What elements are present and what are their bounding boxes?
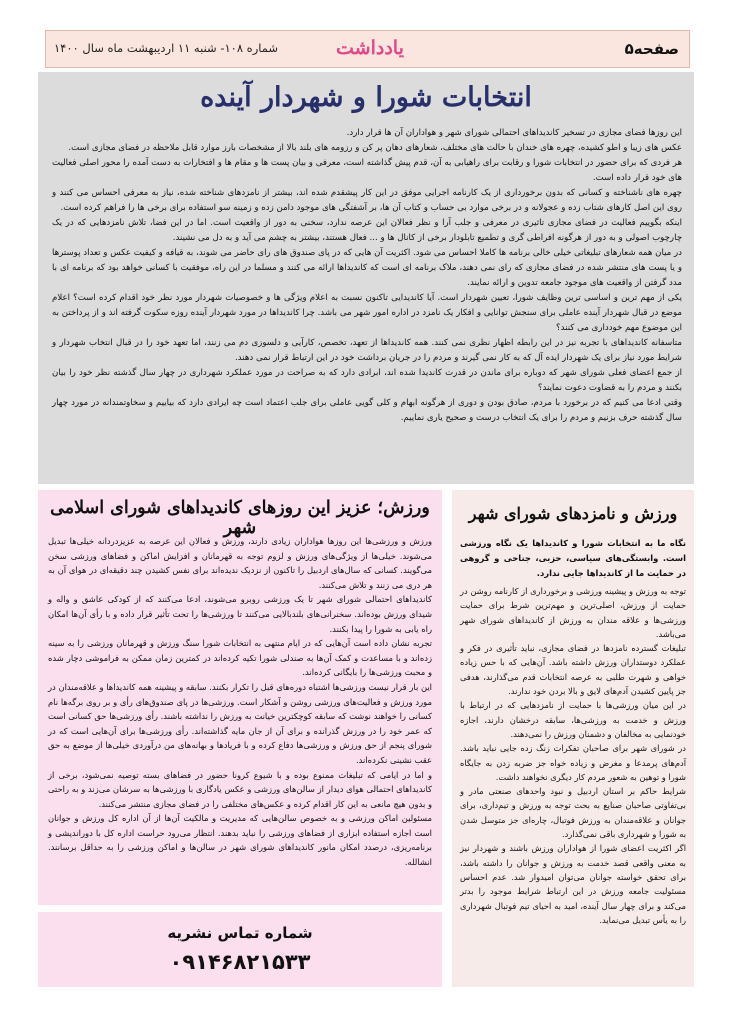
sports-council-body <box>460 584 686 927</box>
main-article <box>38 72 694 484</box>
main-article-paragraph: یکی از مهم ترین و اساسی ترین وظایف شورا، تعیین شهردار است. آیا کاندیدایی تاکنون نسبت به اعلام ویژگی ها و خصوصیات شهردار مورد نظر خود اقدام کرده است؟ اعلام موضع در قبال شهردار آینده عاملی برای سنجش توانایی و افکار یک نامزد در اداره امور شهر می باشد. چرا کاندیداها در مورد شهردار آینده روزه سکوت گرفته اند و از پرداختن به این موضوع مهم خودداری می کنند؟ <box>52 293 682 333</box>
main-article-paragraph: متاسفانه کاندیداهای با تجربه نیز در این رابطه اظهار نظری نمی کنند. همه کاندیداها از تعهد، تخصص، کارآیی و دلسوزی دم می زنند، اما تعهد خود را در قبال انتخاب شهردار و شرایط مورد نیاز برای یک شهردار ایده آل که به کار نمی گیرند و مردم را در جریان برداشت خود در این ارتباط قرار نمی دهند. <box>52 338 682 363</box>
sports-candidates-body <box>48 534 432 870</box>
main-article-paragraph: چهره های ناشناخته و کسانی که بدون برخورداری از یک کارنامه اجرایی موفق در این کار پیشقدم شده اند، بیشتر از نامزدهای شناخته شده، نیاز به معرفی احساس می کنند و روی این اصل کارهای شتاب زده و عجولانه و در برخی موارد بی حساب و کتاب آن ها، بر آشفتگی های موجود دامن زده و زمینه سو استفاده برای برخی ها را فراهم کرده است. <box>52 188 682 213</box>
sports-candidates-paragraph: تجربه نشان داده است آن‌هایی که در ایام منتهی به انتخابات شورا سنگ ورزش و قهرمانان ورزشی را به سینه زده‌اند و با مساعدت و کمک آن‌ها به صندلی شورا تکیه کرده‌اند در کمترین زمان ممکن به فراموشی دچار شده و محبت ورزشی‌ها را بایگانی کرده‌اند. <box>48 638 432 678</box>
sports-council-article <box>452 490 694 987</box>
main-article-paragraph: در میان همه شعارهای تبلیغاتی خیلی خالی برنامه ها کاملا احساس می شود. اکثریت آن هایی که در پای صندوق های رای حاضر می شوند، به قیافه و کیفیت عکس و تعداد پوسترها و یا پست های منتشر شده در فضای مجازی که رای نمی دهند، ملاک برنامه ای است که کاندیداها ارائه می کنند و مسلما در این راه، موفقیت با کسانی خواهد بود که برنامه ای با مدد گرفتن از واقعیت های موجود جامعه تدوین و ارائه نمایند. <box>52 248 682 288</box>
sports-council-paragraph: در شورای شهر برای صاحبان تفکرات زنگ زده جایی نباید باشد. آدم‌های پرمدعا و مغرض و زیاده خواه جز ضربه زدن به جایگاه شورا و توهین به شعور مردم کار دیگری نخواهند داشت. <box>460 743 686 782</box>
main-article-paragraph: وقتی ادعا می کنیم که در برخورد با مردم، صادق بودن و دوری از هرگونه ابهام و کلی گویی عاملی برای جلب اعتماد است چه ایرادی دارد که بیاییم و سخاوتمندانه در مورد چهار سال گذشته حرف بزنیم و مردم را برای یک انتخاب درست و صحیح یاری نماییم. <box>52 398 682 423</box>
sports-council-paragraph: تبلیغات گسترده نامزدها در فضای مجازی، نباید تأثیری در فکر و عملکرد دوستداران ورزش داشته باشد. آن‌هایی که با حس زیاده خواهی و شهرت طلبی به عرصه انتخابات قدم می‌گذارند، هدفی جز پایین کشیدن آدم‌های لایق و بالا بردن خود ندارند. <box>460 643 686 697</box>
main-article-paragraph: هر فردی که برای حضور در انتخابات شورا و رقابت برای راهیابی به آن، قدم پیش گذاشته است، معرفی و بیان پست ها و مقام ها و افتخارات به دست آمده را محور اصلی فعالیت های خود قرار داده است. <box>52 158 682 183</box>
main-article-paragraph: این روزها فضای مجازی در تسخیر کاندیداهای احتمالی شورای شهر و هواداران آن ها قرار دارد. <box>346 128 682 138</box>
sports-candidates-paragraph: کاندیداهای احتمالی شورای شهر تا یک ورزشی روبرو می‌شوند، ادعا می‌کنند که از کودکی عاشق و واله و شیدای ورزش بوده‌اند. سخنرانی‌های بلندبالایی می‌کنند تا ورزشی‌ها را تحت تأثیر قرار داده و با رأی آن‌ها امکان راه یابی به شورا را پیدا بکنند. <box>48 594 432 634</box>
sports-candidates-paragraph: و اما در ایامی که تبلیغات ممنوع بوده و با شیوع کرونا حضور در فضاهای بسته توصیه نمی‌شود، برخی از کاندیداهای احتمالی هوای دیدار از سالن‌های ورزشی و عکس یادگاری با ورزشی‌ها به سرشان می‌زند و به راحتی و بدون هیچ مانعی به این کار اقدام کرده و عکس‌های مختلفی را در فضای مجازی منتشر می‌کنند. <box>48 769 432 809</box>
page-number: صفحه۵ <box>624 40 679 58</box>
main-article-paragraph: اینکه بگوییم فعالیت در فضای مجازی تاثیری در معرفی و جلب آرا و نظر فعالان این عرصه ندارد، سخنی به دور از واقعیت است. اما در این فضا، تلاش نامزدهایی که در یک چارچوب اصولی و به دور از هرگونه افراطی گری و تطمیع تابلودار برخی از کانال ها و ... فعال هستند، بیشتر به چشم می آید و به دل می نشیند. <box>52 218 682 243</box>
sports-candidates-paragraph: این بار قرار نیست ورزشی‌ها اشتباه دوره‌های قبل را تکرار بکنند. سابقه و پیشینه همه کاندیداها و علاقه‌مندان در مورد ورزش و فعالیت‌های ورزشی روشن و آشکار است. ورزشی‌ها در پای صندوق‌های رأی و بر روی برگه‌ها نام کسانی را خواهند نوشت که سابقه کوچکترین خیانت به ورزش را نداشته باشند. رأی ورزشی‌ها حق کسانی است که عمر خود را در ورزش گذرانده و برای آن از جان مایه گذاشته‌اند. رأی ورزشی‌ها برای آن‌هایی است که در شورای پنجم از حق ورزش و ورزشی‌ها دفاع کرده و با فریادها و بهانه‌های من درآوردی خیلی‌ها از موضع به حق عقب نشینی نکرده‌اند. <box>48 681 432 765</box>
sports-candidates-paragraph: ورزش و ورزشی‌ها این روزها هواداران زیادی دارند، ورزش و فعالان این عرصه به عزیزدردانه خیلی‌ها تبدیل می‌شوند. خیلی‌ها از ویژگی‌های ورزش و لزوم توجه به قهرمانان و افزایش اماکن و فضاهای ورزشی سخن می‌گویند. کسانی که سال‌های اردبیل را تاکنون از نزدیک ندیده‌اند برای نفس کشیدن چند دقیقه‌ای در هوای آن به هر دری می زنند و تلاش می‌کنند. <box>48 536 432 590</box>
sports-council-paragraph: اگر اکثریت اعضای شورا از هواداران ورزش باشند و شهردار نیز به معنی واقعی قصد خدمت به ورزش و جوانان را داشته باشد، برای تحقق خواسته جوانان می‌توان امیدوار شد. عدم احساس مسئولیت جامعه ورزش در این ارتباط شرایط موجود را بدتر می‌کند و برای چهار سال آینده، امید به احیای تیم فوتبال شهرداری را به یأس تبدیل می‌نماید. <box>460 843 686 925</box>
issue-info: شماره ۱۰۸- شنبه ۱۱ اردیبهشت ماه سال ۱۴۰۰ <box>54 41 279 55</box>
page-header <box>45 30 690 68</box>
main-article-title: انتخابات شورا و شهردار آینده <box>200 82 532 113</box>
contact-box <box>38 912 442 987</box>
sports-council-title: ورزش و نامزدهای شورای شهر <box>468 504 678 523</box>
main-article-body <box>52 126 682 426</box>
sports-council-paragraph: در این میان ورزشی‌ها با حمایت از نامزدهایی که در ارتباط با ورزش و خدمت به ورزشی‌ها، سابقه درخشان دارند، اجازه خودنمایی به مخالفان و دشمنان ورزش را نمی‌دهند. <box>460 700 686 739</box>
section-title: یادداشت <box>336 37 404 59</box>
sports-candidates-title: ورزش؛ عزیز این روزهای کاندیداهای شورای اسلامی شهر <box>50 498 430 538</box>
sports-candidates-article <box>38 490 442 905</box>
sports-candidates-paragraph: مسئولین اماکن ورزشی و به خصوص سالن‌هایی که مدیریت و مالکیت آن‌ها از آن اداره کل ورزش و جوانان است اجازه استفاده ابزاری از فضاهای ورزشی را نباید بدهند. انتظار می‌رود حراست اداره کل با دوراندیشی و برنامه‌ریزی، درصدد امکان مانور کاندیداهای شورای شهر در سالن‌ها و اماکن ورزشی را به حداقل برسانند. انشالله. <box>48 813 432 868</box>
sports-council-lead: نگاه ما به انتخابات شورا و کاندیداها یک نگاه ورزشی است. وابستگی‌های سیاسی، حزبی، جناحی و گروهی در حمایت ما از کاندیداها جایی ندارد. <box>460 538 686 578</box>
main-article-paragraph: عکس های زیبا و اطو کشیده، چهره های خندان با حالت های مختلف، شعارهای دهان پر کن و رزومه های بلند بالا از مشخصات بارز موارد قابل ملاحظه در فضای مجازی است. <box>68 143 682 153</box>
contact-phone: ۰۹۱۴۶۸۲۱۵۳۳ <box>169 950 311 974</box>
contact-label: شماره تماس نشریه <box>167 924 313 942</box>
sports-council-paragraph: توجه به ورزش و پیشینه ورزشی و برخورداری از کارنامه روشن در حمایت از ورزش، اصلی‌ترین و مهم‌ترین شرط برای حمایت ورزشی‌ها و علاقه مندان به ورزش از کاندیداهای شورای شهر می‌باشد. <box>460 586 686 639</box>
main-article-paragraph: از جمع اعضای فعلی شورای شهر که دوباره برای ماندن در قدرت کاندیدا شده اند، ابرادی دارد که به صراحت در مورد عملکرد شهرداری در چهار سال گذشته نظر خود را بیان بکنند و مردم را به قضاوت دعوت نمایند؟ <box>52 368 682 393</box>
sports-council-paragraph: شرایط حاکم بر استان اردبیل و نبود واحدهای صنعتی مادر و بی‌تفاوتی صاحبان صنایع به بحث توجه به ورزش و تیم‌داری، برای جوانان و علاقه‌مندان به ورزش فوتبال، چاره‌ای جز متوسل شدن به شورا و شهرداری باقی نمی‌گذارد. <box>460 786 686 840</box>
